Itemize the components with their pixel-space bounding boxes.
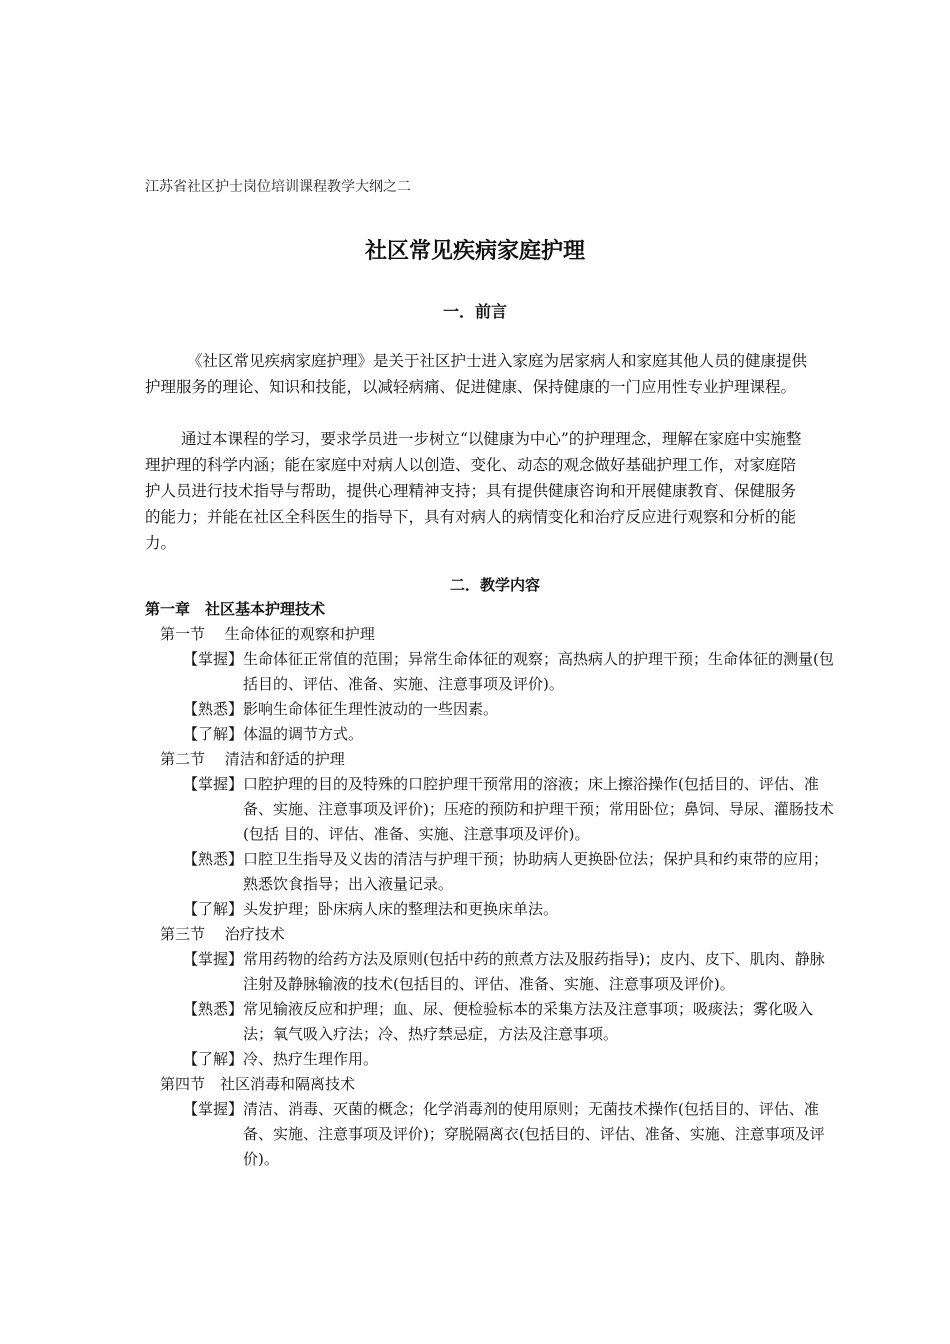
section-title: 第三节 治疗技术 [160,925,285,943]
list-item [145,722,835,747]
item-text: 体温的调节方式。 [243,725,364,743]
item-text: 冷、热疗生理作用。 [243,1050,379,1068]
list-item [145,1097,835,1172]
list-item [145,947,835,997]
item-text: 头发护理；卧床病人床的整理法和更换床单法。 [243,900,559,918]
section-heading-preface: 一．前言 [442,302,507,321]
item-text: 口腔卫生指导及义齿的清洁与护理干预；协助病人更换卧位法；保护具和约束带的应用；熟悉饮食指导；出入液量记录。 [243,850,829,893]
document-title: 社区常见疾病家庭护理 [364,238,585,264]
list-item [145,647,835,697]
section-heading-content: 二．教学内容 [449,576,540,594]
intro-paragraph-1: 《社区常见疾病家庭护理》是关于社区护士进入家庭为居家病人和家庭其他人员的健康提供护理服务的理论、知识和技能，以减轻病痛、促进健康、保持健康的一门应用性专业护理课程。 [145,352,808,396]
item-tag: 【熟悉】 [183,1000,244,1018]
item-text: 影响生命体征生理性波动的一些因素。 [243,700,499,718]
item-text: 口腔护理的目的及特殊的口腔护理干预常用的溶液；床上擦浴操作(包括目的、评估、准备、实施、注意事项及评价)；压疮的预防和护理干预；常用卧位；鼻饲、导尿、灌肠技术(包括 目的、评估、准备、实施、注意事项及评价)。 [243,775,834,843]
item-tag: 【熟悉】 [183,700,244,718]
item-tag: 【掌握】 [183,950,244,968]
item-tag: 【掌握】 [183,650,244,668]
teaching-outline [145,597,835,1172]
item-tag: 【了解】 [183,900,244,918]
section-title: 第二节 清洁和舒适的护理 [160,750,345,768]
list-item [145,772,835,847]
list-item [145,847,835,897]
item-tag: 【了解】 [183,1050,244,1068]
item-tag: 【掌握】 [183,775,244,793]
item-text: 常见输液反应和护理；血、尿、便检验标本的采集方法及注意事项；吸痰法；雾化吸入法；氧气吸入疗法；冷、热疗禁忌症，方法及注意事项。 [243,1000,814,1043]
list-item [145,1047,835,1072]
item-tag: 【了解】 [183,725,244,743]
section-title: 第一节 生命体征的观察和护理 [160,625,375,643]
document-header-line: 江苏省社区护士岗位培训课程教学大纲之二 [145,179,411,195]
list-item [145,897,835,922]
intro-paragraph-2: 通过本课程的学习，要求学员进一步树立“以健康为中心”的护理理念，理解在家庭中实施整理护理的科学内涵；能在家庭中对病人以创造、变化、动态的观念做好基础护理工作，对家庭陪护人员进行技术指导与帮助，提供心理精神支持；具有提供健康咨询和开展健康教育、保健服务的能力；并能在社区全科医生的指导下，具有对病人的病情变化和治疗反应进行观察和分析的能力。 [145,430,802,552]
chapter-title: 第一章 社区基本护理技术 [145,600,326,618]
item-text: 常用药物的给药方法及原则(包括中药的煎煮方法及服药指导)；皮内、皮下、肌肉、静脉注射及静脉输液的技术(包括目的、评估、准备、实施、注意事项及评价)。 [243,950,825,993]
item-text: 清洁、消毒、灭菌的概念；化学消毒剂的使用原则；无菌技术操作(包括目的、评估、准备、实施、注意事项及评价)；穿脱隔离衣(包括目的、评估、准备、实施、注意事项及评价)。 [243,1100,825,1168]
list-item [145,697,835,722]
item-tag: 【熟悉】 [183,850,244,868]
item-text: 生命体征正常值的范围；异常生命体征的观察；高热病人的护理干预；生命体征的测量(包括目的、评估、准备、实施、注意事项及评价)。 [243,650,834,693]
section-title: 第四节 社区消毒和隔离技术 [160,1075,356,1093]
list-item [145,997,835,1047]
item-tag: 【掌握】 [183,1100,244,1118]
